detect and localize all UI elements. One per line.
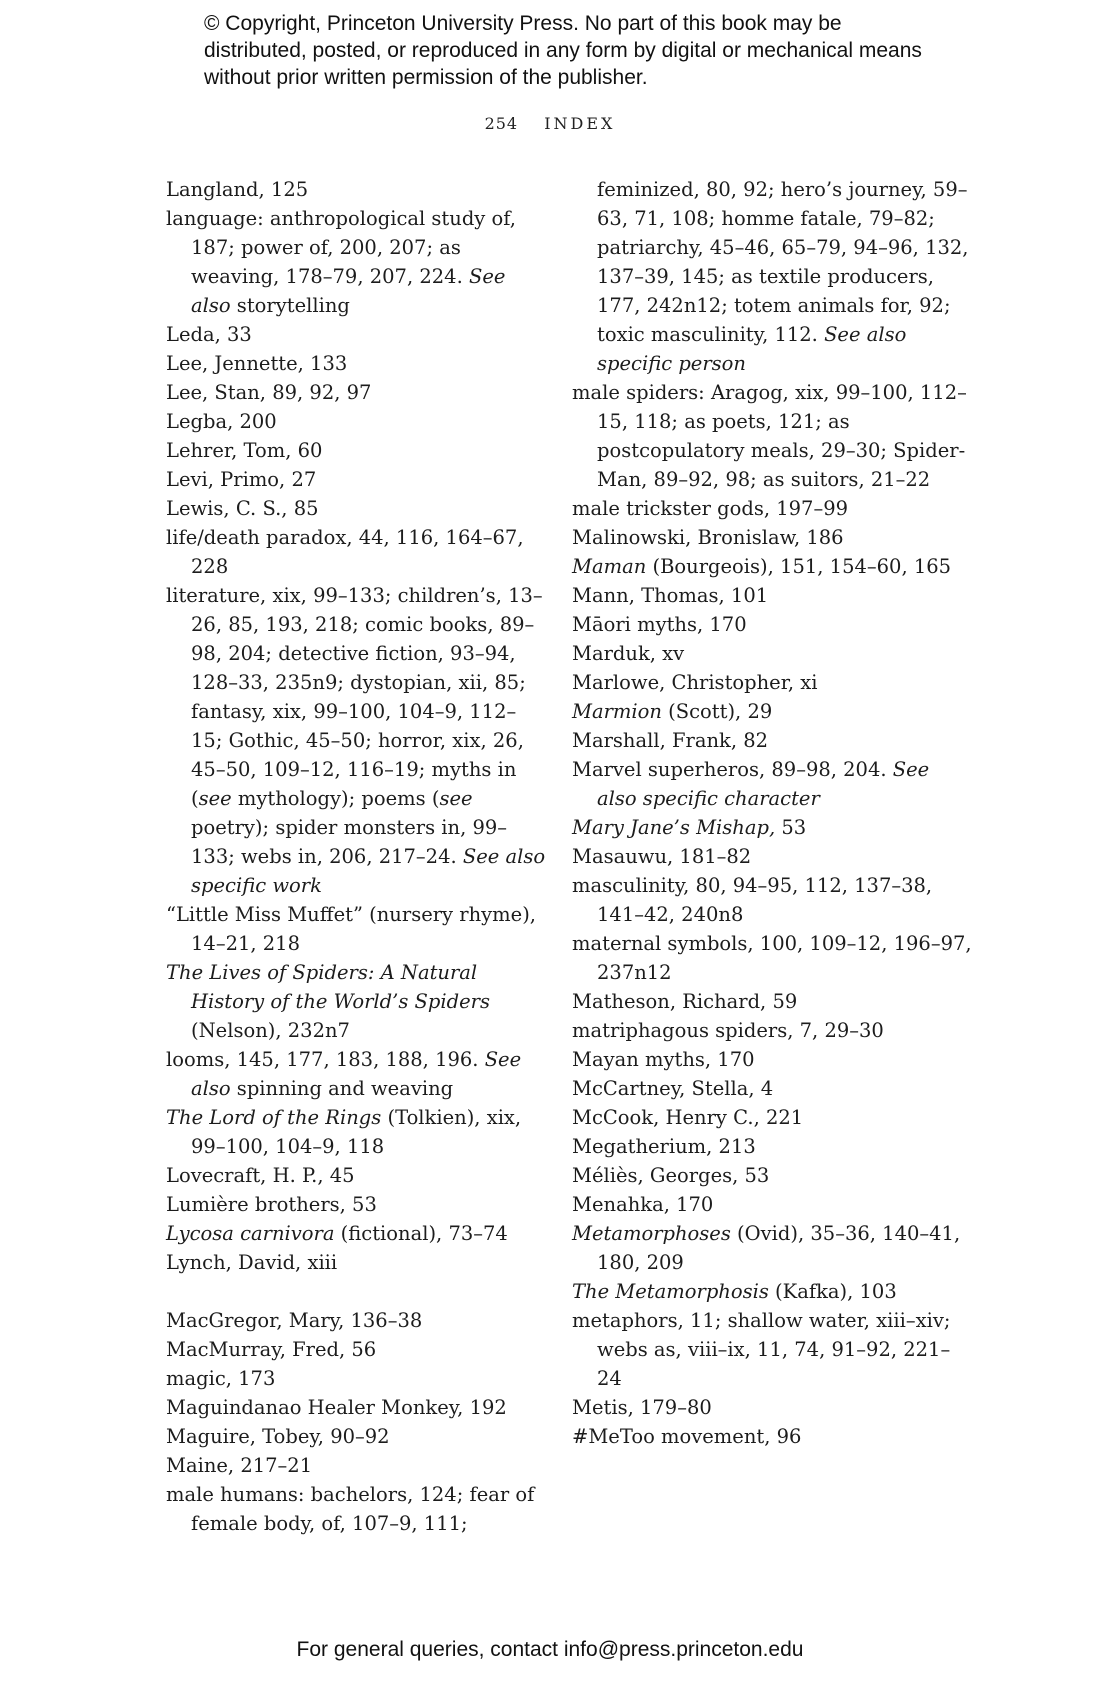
entry-text: Leda, 33 (166, 323, 252, 346)
entry-italic-text: The Lives of Spiders: A Natural History of the World’s Spiders (166, 961, 490, 1013)
entry-text: Mann, Thomas, 101 (572, 584, 769, 607)
index-entry (166, 436, 546, 465)
entry-text: Lee, Jennette, 133 (166, 352, 348, 375)
entry-text: mythology); poems ( (231, 787, 440, 810)
entry-text: masculinity, 80, 94–95, 112, 137–38, 141–42, 240n8 (572, 874, 933, 926)
entry-text: Lehrer, Tom, 60 (166, 439, 323, 462)
entry-text: (Nelson), 232n7 (191, 1019, 350, 1042)
running-head (0, 114, 1100, 133)
index-entry (166, 1103, 546, 1161)
index-entry (166, 1219, 546, 1248)
index-entry (572, 1190, 972, 1219)
entry-text: feminized, 80, 92; hero’s journey, 59–63, 71, 108; homme fatale, 79–82; patriarchy, 45–46, 65–79, 94–96, 132, 137–39, 145; as textile producers, 177, 242n12; totem animals for, 92; toxic masculinity, 112. (597, 178, 969, 346)
index-entry (166, 407, 546, 436)
index-entry (572, 755, 972, 813)
entry-text: Lynch, David, xiii (166, 1251, 338, 1274)
index-entry (166, 1480, 546, 1538)
entry-text: magic, 173 (166, 1367, 276, 1390)
index-entry (572, 1219, 972, 1277)
entry-text: literature, xix, 99–133; children’s, 13–26, 85, 193, 218; comic books, 89–98, 204; detective fiction, 93–94, 128–33, 235n9; dystopian, xii, 85; fantasy, xix, 99–100, 104–9, 112–15; Gothic, 45–50; horror, xix, 26, 45–50, 109–12, 116–19; myths in ( (166, 584, 543, 810)
index-entry (572, 697, 972, 726)
index-column-left (166, 175, 546, 1538)
entry-text: “Little Miss Muffet” (nursery rhyme), 14–21, 218 (166, 903, 537, 955)
entry-text: (Ovid), 35–36, 140–41, 180, 209 (597, 1222, 961, 1274)
entry-italic-text: See also specific work (191, 845, 546, 897)
index-entry (166, 1161, 546, 1190)
entry-text: language: anthropological study of, 187; power of, 200, 207; as weaving, 178–79, 207, 224. (166, 207, 516, 288)
entry-text: Mayan myths, 170 (572, 1048, 755, 1071)
entry-text: (Scott), 29 (661, 700, 773, 723)
entry-text: Marvel superheros, 89–98, 204. (572, 758, 893, 781)
entry-italic-text: The Metamorphosis (572, 1280, 769, 1303)
entry-text: storytelling (230, 294, 350, 317)
index-entry (572, 523, 972, 552)
index-entry (572, 581, 972, 610)
index-entry (572, 987, 972, 1016)
entry-text: 53 (775, 816, 807, 839)
entry-text: #MeToo movement, 96 (572, 1425, 802, 1448)
index-column-right (572, 175, 972, 1451)
index-entry-continued (572, 175, 972, 378)
entry-italic-text: Mary Jane’s Mishap, (572, 816, 776, 839)
entry-text: Menahka, 170 (572, 1193, 714, 1216)
index-entry (166, 523, 546, 581)
entry-text: Megatherium, 213 (572, 1135, 756, 1158)
index-entry (572, 1277, 972, 1306)
entry-text: matriphagous spiders, 7, 29–30 (572, 1019, 884, 1042)
entry-text: male trickster gods, 197–99 (572, 497, 849, 520)
index-entry (572, 1103, 972, 1132)
index-entry (572, 1161, 972, 1190)
index-entry (166, 1364, 546, 1393)
entry-text: Langland, 125 (166, 178, 309, 201)
entry-text: male spiders: Aragog, xix, 99–100, 112–15, 118; as poets, 121; as postcopulatory meals, 29–30; Spider-Man, 89–92, 98; as suitors, 21–22 (572, 381, 967, 491)
footer-contact: For general queries, contact info@press.princeton.edu (296, 1638, 804, 1661)
entry-italic-text: See also specific character (597, 758, 930, 810)
entry-text: (Kafka), 103 (768, 1280, 897, 1303)
entry-italic-text: see (439, 787, 473, 810)
entry-italic-text: The Lord of the Rings (166, 1106, 382, 1129)
index-entry (572, 494, 972, 523)
index-entry (166, 1190, 546, 1219)
entry-text: spinning and weaving (230, 1077, 454, 1100)
index-entry (166, 581, 546, 900)
index-entry (166, 1451, 546, 1480)
index-entry (572, 1045, 972, 1074)
index-entry (572, 1306, 972, 1393)
copyright-notice: © Copyright, Princeton University Press. No part of this book may be distributed, posted, or reproduced in any form by digital or mechanical means without prior written permission of the publisher. (204, 12, 922, 89)
index-entry (572, 842, 972, 871)
entry-text: Maguindanao Healer Monkey, 192 (166, 1396, 507, 1419)
index-entry (572, 871, 972, 929)
index-entry (572, 1074, 972, 1103)
index-entry (166, 378, 546, 407)
page-number: 254 (484, 114, 519, 133)
index-entry (166, 175, 546, 204)
entry-text: Levi, Primo, 27 (166, 468, 317, 491)
index-entry (572, 668, 972, 697)
entry-text: Lovecraft, H. P., 45 (166, 1164, 355, 1187)
index-entry (166, 1248, 546, 1277)
entry-text: Marshall, Frank, 82 (572, 729, 769, 752)
index-entry (572, 1422, 972, 1451)
index-entry (572, 929, 972, 987)
entry-italic-text: See also specific person (597, 323, 907, 375)
index-entry (572, 813, 972, 842)
entry-text: Marlowe, Christopher, xi (572, 671, 818, 694)
entry-text: Māori myths, 170 (572, 613, 747, 636)
entry-italic-text: Marmion (572, 700, 662, 723)
entry-text: Lee, Stan, 89, 92, 97 (166, 381, 372, 404)
entry-text: MacGregor, Mary, 136–38 (166, 1309, 423, 1332)
entry-text: Méliès, Georges, 53 (572, 1164, 770, 1187)
entry-text: (fictional), 73–74 (334, 1222, 508, 1245)
entry-text: Matheson, Richard, 59 (572, 990, 798, 1013)
entry-text: (Bourgeois), 151, 154–60, 165 (646, 555, 952, 578)
entry-text: Masauwu, 181–82 (572, 845, 752, 868)
entry-text: looms, 145, 177, 183, 188, 196. (166, 1048, 485, 1071)
entry-italic-text: See also (191, 1048, 522, 1100)
entry-text: McCartney, Stella, 4 (572, 1077, 774, 1100)
entry-text: Marduk, xv (572, 642, 685, 665)
index-entry (166, 1306, 546, 1335)
entry-text: poetry); spider monsters in, 99–133; webs in, 206, 217–24. (191, 816, 508, 868)
entry-text: (Tolkien), xix, 99–100, 104–9, 118 (191, 1106, 522, 1158)
index-entry (166, 958, 546, 1045)
index-entry (166, 1422, 546, 1451)
index-entry (166, 204, 546, 320)
entry-italic-text: See also (191, 265, 506, 317)
index-entry (166, 320, 546, 349)
entry-text: maternal symbols, 100, 109–12, 196–97, 237n12 (572, 932, 972, 984)
section-gap (166, 1277, 546, 1306)
index-entry (572, 639, 972, 668)
index-entry (166, 900, 546, 958)
entry-text: male humans: bachelors, 124; fear of female body, of, 107–9, 111; (166, 1483, 535, 1535)
entry-italic-text: Maman (572, 555, 647, 578)
entry-text: MacMurray, Fred, 56 (166, 1338, 377, 1361)
section-title: INDEX (544, 114, 616, 133)
index-entry (572, 726, 972, 755)
index-entry (572, 1393, 972, 1422)
index-entry (166, 1393, 546, 1422)
entry-text: Legba, 200 (166, 410, 277, 433)
index-entry (166, 1045, 546, 1103)
entry-text: McCook, Henry C., 221 (572, 1106, 804, 1129)
entry-text: metaphors, 11; shallow water, xiii–xiv; webs as, viii–ix, 11, 74, 91–92, 221–24 (572, 1309, 951, 1390)
index-entry (166, 465, 546, 494)
entry-italic-text: Lycosa carnivora (166, 1222, 335, 1245)
index-entry (572, 552, 972, 581)
entry-text: Maine, 217–21 (166, 1454, 313, 1477)
entry-text: Lewis, C. S., 85 (166, 497, 319, 520)
index-entry (166, 494, 546, 523)
index-entry (166, 1335, 546, 1364)
index-entry (572, 1132, 972, 1161)
entry-text: Maguire, Tobey, 90–92 (166, 1425, 390, 1448)
entry-text: life/death paradox, 44, 116, 164–67, 228 (166, 526, 524, 578)
entry-text: Malinowski, Bronislaw, 186 (572, 526, 844, 549)
entry-text: Metis, 179–80 (572, 1396, 712, 1419)
index-entry (572, 1016, 972, 1045)
entry-italic-text: Metamorphoses (572, 1222, 731, 1245)
entry-text: Lumière brothers, 53 (166, 1193, 377, 1216)
index-entry (572, 378, 972, 494)
index-entry (166, 349, 546, 378)
index-entry (572, 610, 972, 639)
entry-italic-text: see (198, 787, 232, 810)
